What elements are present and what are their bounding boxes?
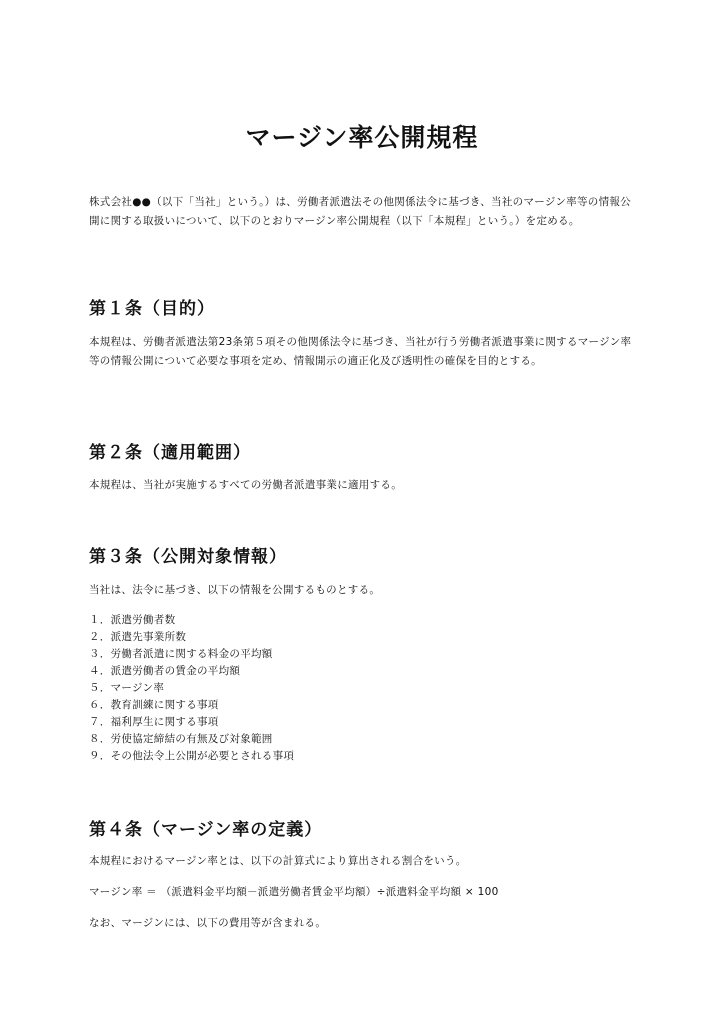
list-item: １．派遣労働者数 — [89, 614, 176, 626]
list-item: ３．労働者派遣に関する料金の平均額 — [89, 648, 273, 660]
article-4-heading: 第４条（マージン率の定義） — [89, 820, 323, 840]
list-item: ８．労使協定締結の有無及び対象範囲 — [89, 733, 273, 745]
list-item: ９．その他法令上公開が必要とされる事項 — [89, 750, 295, 762]
margin-rate-formula: マージン率 ＝ （派遣料金平均額－派遣労働者賃金平均額）÷派遣料金平均額 × 100 — [89, 886, 499, 898]
disclosure-items-list — [89, 612, 294, 765]
intro-paragraph: 株式会社●●（以下「当社」という。）は、労働者派遣法その他関係法令に基づき、当社のマージン率等の情報公開に関する取扱いについて、以下のとおりマージン率公開規程（以下「本規程」という。）を定める。 — [89, 196, 631, 227]
list-item: ５．マージン率 — [89, 682, 165, 694]
document-title: マージン率公開規程 — [245, 123, 479, 152]
article-1-body: 本規程は、労働者派遣法第23条第５項その他関係法令に基づき、当社が行う労働者派遣事業に関するマージン率等の情報公開について必要な事項を定め、情報開示の適正化及び透明性の確保を目的とする。 — [89, 336, 632, 367]
article-4-note: なお、マージンには、以下の費用等が含まれる。 — [89, 917, 327, 929]
list-item: ４．派遣労働者の賃金の平均額 — [89, 665, 241, 677]
article-1-heading: 第１条（目的） — [89, 299, 215, 319]
article-3-body: 当社は、法令に基づき、以下の情報を公開するものとする。 — [89, 584, 381, 596]
list-item: ２．派遣先事業所数 — [89, 631, 187, 643]
article-4-body: 本規程におけるマージン率とは、以下の計算式により算出される割合をいう。 — [89, 855, 467, 867]
list-item: ７．福利厚生に関する事項 — [89, 716, 219, 728]
list-item: ６．教育訓練に関する事項 — [89, 699, 219, 711]
article-2-heading: 第２条（適用範囲） — [89, 443, 251, 463]
article-3-heading: 第３条（公開対象情報） — [89, 547, 287, 567]
article-2-body: 本規程は、当社が実施するすべての労働者派遣事業に適用する。 — [89, 479, 402, 491]
